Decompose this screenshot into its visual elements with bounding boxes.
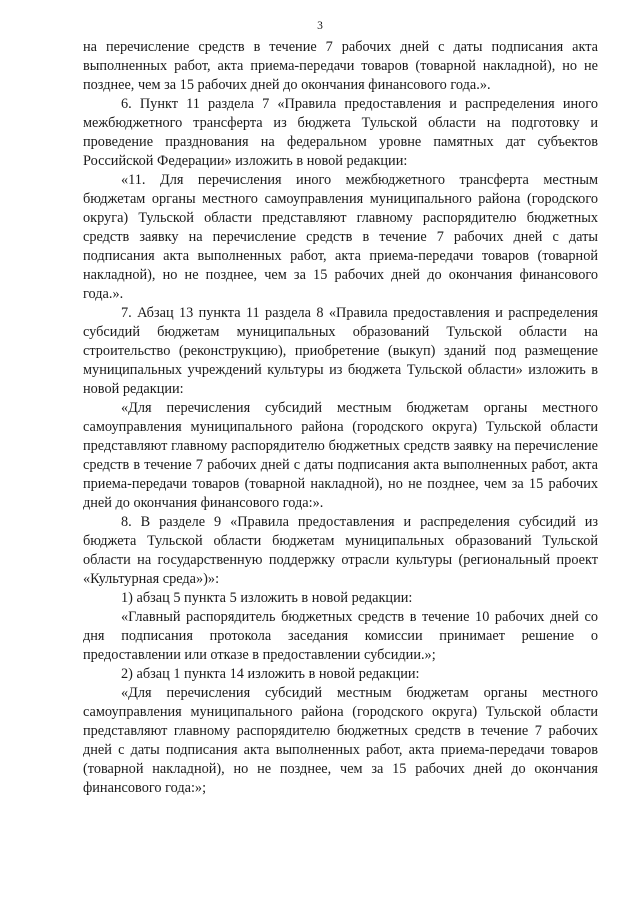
- paragraph-quote-subsidies-2: «Для перечисления субсидий местным бюджетам органы местного самоуправления муниципального района (городского округа) Тульской области представляют главному распорядителю бюджетных средств в течение 7 рабочих дней с даты подписания акта выполненных работ, акта приема-передачи товаров (товарной накладной), но не позднее, чем за 15 рабочих дней до окончания финансового года:»;: [83, 685, 598, 796]
- paragraph-subitem-1: 1) абзац 5 пункта 5 изложить в новой редакции:: [121, 590, 413, 606]
- page-number: 3: [317, 20, 323, 32]
- paragraph-quote-subsidies-1: «Для перечисления субсидий местным бюджетам органы местного самоуправления муниципального района (городского округа) Тульской области представляют главному распорядителю бюджетных средств заявку на перечисление средств в течение 7 рабочих дней с даты подписания акта выполненных работ, акта приема-передачи товаров (товарной накладной), но не позднее, чем за 15 рабочих дней до окончания финансового года:».: [83, 400, 598, 511]
- paragraph-quote-item-11: «11. Для перечисления иного межбюджетного трансферта местным бюджетам органы местного самоуправления муниципального района (городского округа) Тульской области представляют главному распорядителю бюджетных средств заявку на перечисление средств в течение 7 рабочих дней с даты подписания акта выполненных работ, акта приема-передачи товаров (товарной накладной), но не позднее, чем за 15 рабочих дней до окончания финансового года.».: [83, 172, 598, 302]
- paragraph-item-7: 7. Абзац 13 пункта 11 раздела 8 «Правила предоставления и распределения субсидий бюджетам муниципальных образований Тульской области на строительство (реконструкцию), приобретение (выкуп) зданий под размещение муниципальных учреждений культуры из бюджета Тульской области» изложить в новой редакции:: [83, 305, 598, 397]
- paragraph-item-6: 6. Пункт 11 раздела 7 «Правила предоставления и распределения иного межбюджетного трансферта из бюджета Тульской области на подготовку и проведение празднования на федеральном уровне памятных дат субъектов Российской Федерации» изложить в новой редакции:: [83, 96, 598, 169]
- paragraph-subitem-2: 2) абзац 1 пункта 14 изложить в новой редакции:: [121, 666, 420, 682]
- document-body: [83, 38, 598, 798]
- paragraph-item-8: 8. В разделе 9 «Правила предоставления и распределения субсидий из бюджета Тульской области бюджетам муниципальных образований Тульской области на государственную поддержку отрасли культуры (региональный проект «Культурная среда»)»:: [83, 514, 598, 587]
- paragraph-quote-main-distributor: «Главный распорядитель бюджетных средств в течение 10 рабочих дней со дня подписания протокола заседания комиссии принимает решение о предоставлении или отказе в предоставлении субсидии.»;: [83, 609, 598, 663]
- paragraph-continuation: на перечисление средств в течение 7 рабочих дней с даты подписания акта выполненных работ, акта приема-передачи товаров (товарной накладной), но не позднее, чем за 15 рабочих дней до окончания финансового года.».: [83, 39, 598, 93]
